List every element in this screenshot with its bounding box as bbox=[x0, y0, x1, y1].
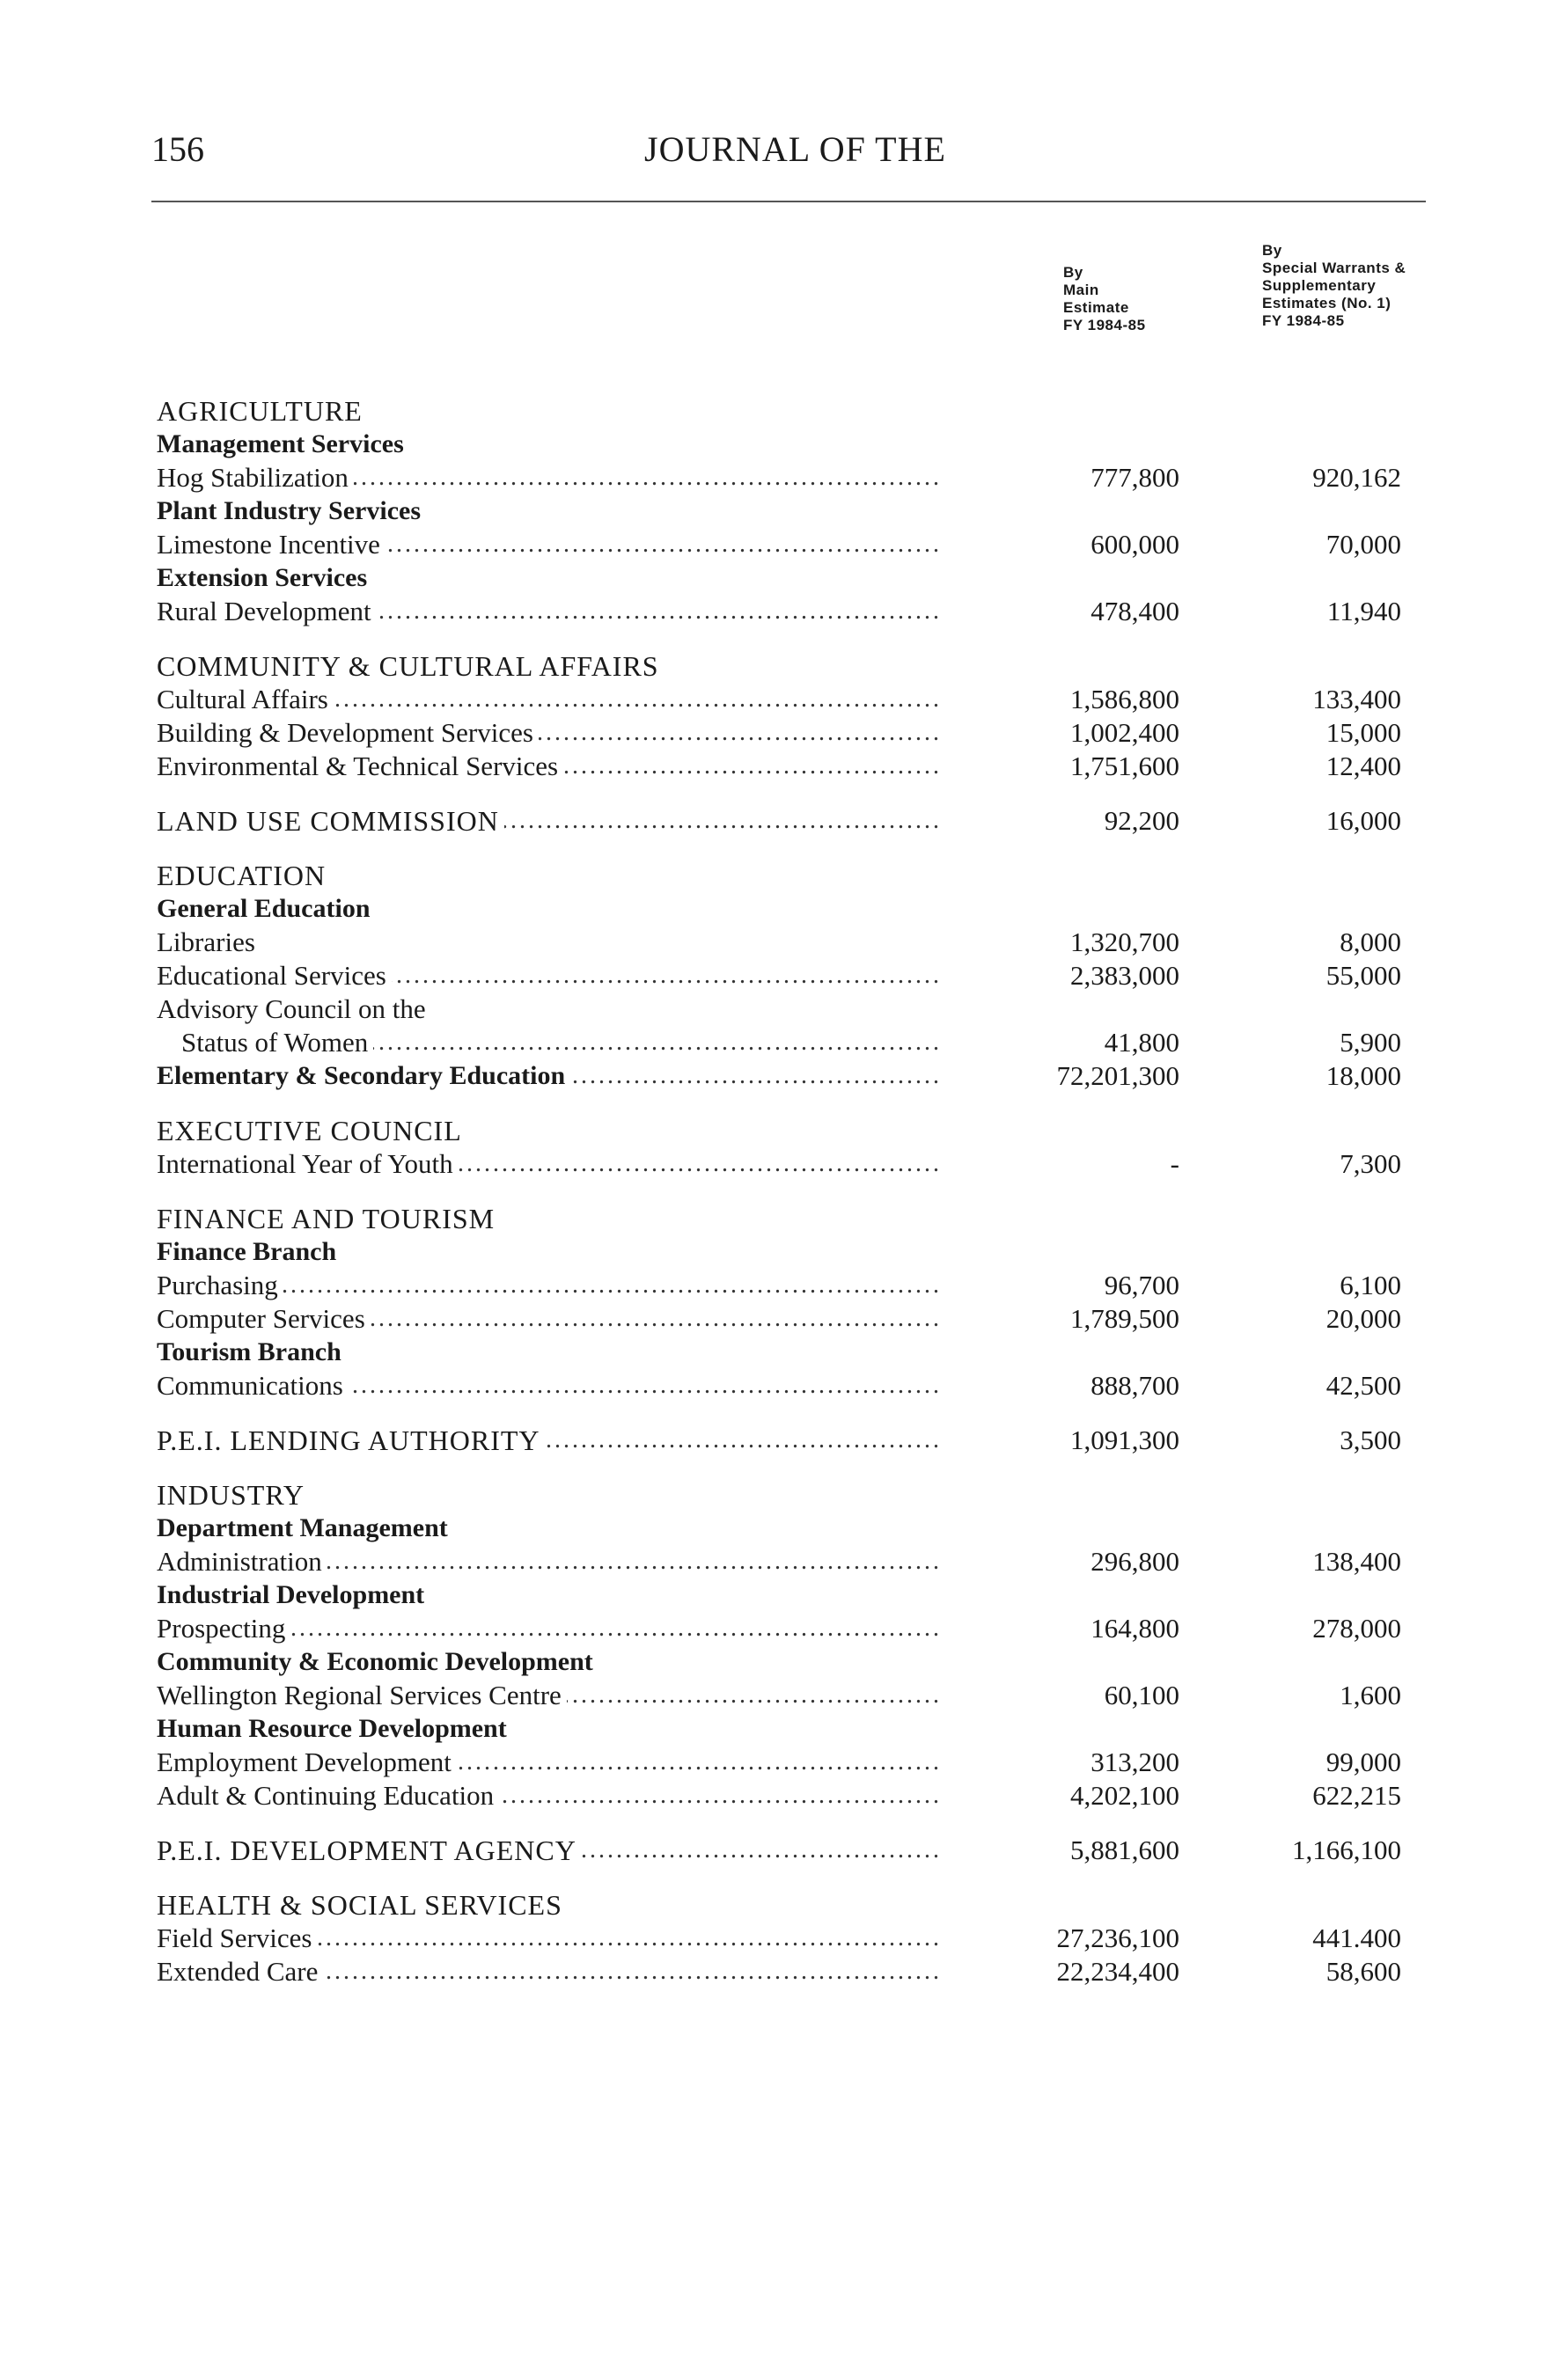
table-row bbox=[0, 859, 1542, 894]
main-estimate-value: 600,000 bbox=[1090, 529, 1179, 560]
line-item-label: Wellington Regional Services Centre bbox=[157, 1680, 562, 1710]
special-warrant-value: 920,162 bbox=[1312, 462, 1401, 493]
main-estimate-value: 72,201,300 bbox=[1056, 1060, 1179, 1091]
column-header-line: Estimates (No. 1) bbox=[1262, 295, 1391, 311]
table-row bbox=[0, 1478, 1542, 1513]
section-heading: FINANCE AND TOURISM bbox=[157, 1203, 496, 1234]
main-estimate-value: 1,002,400 bbox=[1070, 717, 1179, 748]
table-row bbox=[0, 1834, 1542, 1869]
special-warrant-value: 5,900 bbox=[1340, 1027, 1401, 1058]
special-warrant-value: 70,000 bbox=[1325, 529, 1401, 560]
table-row bbox=[0, 804, 1542, 839]
main-estimate-value: 41,800 bbox=[1104, 1027, 1179, 1058]
subsection-heading: Human Resource Development bbox=[157, 1714, 507, 1743]
table-row bbox=[0, 1424, 1542, 1459]
table-row bbox=[0, 892, 1542, 927]
section-heading: LAND USE COMMISSION bbox=[157, 805, 499, 837]
special-warrant-value: 138,400 bbox=[1312, 1546, 1401, 1577]
special-warrant-value: 278,000 bbox=[1312, 1613, 1401, 1644]
table-row bbox=[0, 428, 1542, 463]
table-row bbox=[0, 1779, 1542, 1814]
special-warrant-value: 1,600 bbox=[1340, 1680, 1401, 1710]
table-row bbox=[0, 716, 1542, 751]
table-row bbox=[0, 1888, 1542, 1923]
main-estimate-value: - bbox=[1170, 1148, 1179, 1179]
table-row bbox=[0, 1746, 1542, 1781]
table-row bbox=[0, 959, 1542, 994]
line-item-label: Limestone Incentive bbox=[157, 529, 380, 560]
special-warrant-value: 3,500 bbox=[1340, 1424, 1401, 1455]
special-warrant-value: 622,215 bbox=[1312, 1780, 1401, 1811]
column-header-line: Supplementary bbox=[1262, 277, 1377, 294]
line-item-label: International Year of Youth bbox=[157, 1148, 453, 1179]
table-row bbox=[0, 494, 1542, 530]
section-heading: HEALTH & SOCIAL SERVICES bbox=[157, 1889, 562, 1921]
page-number: 156 bbox=[151, 129, 204, 169]
main-estimate-value: 1,586,800 bbox=[1070, 684, 1179, 714]
table-row bbox=[0, 394, 1542, 429]
main-estimate-value: 777,800 bbox=[1090, 462, 1179, 493]
special-warrant-value: 55,000 bbox=[1325, 960, 1401, 991]
main-estimate-value: 296,800 bbox=[1090, 1546, 1179, 1577]
subsection-heading: General Education bbox=[157, 894, 371, 923]
section-heading: P.E.I. DEVELOPMENT AGENCY bbox=[157, 1834, 576, 1866]
line-item-label: Educational Services bbox=[157, 960, 386, 991]
column-header-line: Estimate bbox=[1063, 299, 1129, 316]
line-item-label: Administration bbox=[157, 1546, 322, 1577]
main-estimate-value: 60,100 bbox=[1104, 1680, 1179, 1710]
table-row bbox=[0, 1545, 1542, 1580]
table-row bbox=[0, 1679, 1542, 1714]
table-row bbox=[0, 1922, 1542, 1957]
table-row bbox=[0, 1612, 1542, 1647]
line-item-label: Extended Care bbox=[157, 1956, 319, 1987]
main-estimate-value: 4,202,100 bbox=[1070, 1780, 1179, 1811]
table-row bbox=[0, 1026, 1542, 1061]
section-heading: EXECUTIVE COUNCIL bbox=[157, 1115, 462, 1146]
main-estimate-value: 164,800 bbox=[1090, 1613, 1179, 1644]
running-head: JOURNAL OF THE bbox=[644, 129, 946, 169]
main-estimate-value: 1,091,300 bbox=[1070, 1424, 1179, 1455]
line-item-label: Employment Development bbox=[157, 1747, 452, 1777]
line-item-label: Advisory Council on the bbox=[157, 993, 426, 1024]
section-heading: COMMUNITY & CULTURAL AFFAIRS bbox=[157, 650, 659, 682]
table-row bbox=[0, 649, 1542, 685]
column-header-line: Main bbox=[1063, 282, 1099, 298]
column-header-line: FY 1984-85 bbox=[1063, 317, 1146, 333]
section-heading: INDUSTRY bbox=[157, 1479, 305, 1511]
special-warrant-value: 441.400 bbox=[1312, 1922, 1401, 1953]
column-header-line: FY 1984-85 bbox=[1262, 312, 1345, 329]
main-estimate-value: 5,881,600 bbox=[1070, 1834, 1179, 1865]
special-warrant-value: 7,300 bbox=[1340, 1148, 1401, 1179]
main-estimate-value: 1,789,500 bbox=[1070, 1303, 1179, 1334]
subsection-heading: Department Management bbox=[157, 1513, 448, 1542]
column-header-line: By bbox=[1262, 242, 1282, 259]
table-row bbox=[0, 1645, 1542, 1681]
subsection-heading: Tourism Branch bbox=[157, 1337, 341, 1366]
special-warrant-value: 1,166,100 bbox=[1292, 1834, 1401, 1865]
special-warrant-value: 99,000 bbox=[1325, 1747, 1401, 1777]
special-warrant-value: 11,940 bbox=[1326, 596, 1401, 626]
subsection-heading: Management Services bbox=[157, 429, 404, 458]
table-row bbox=[0, 1202, 1542, 1237]
subsection-heading: Extension Services bbox=[157, 563, 368, 592]
section-heading: EDUCATION bbox=[157, 860, 327, 891]
line-item-label: Status of Women bbox=[181, 1027, 369, 1058]
table-row bbox=[0, 595, 1542, 630]
main-estimate-value: 22,234,400 bbox=[1056, 1956, 1179, 1987]
line-item-label: Libraries bbox=[157, 926, 255, 957]
table-row bbox=[0, 1955, 1542, 1990]
table-row bbox=[0, 683, 1542, 718]
table-row bbox=[0, 1059, 1542, 1095]
main-estimate-value: 2,383,000 bbox=[1070, 960, 1179, 991]
line-item-label: Building & Development Services bbox=[157, 717, 533, 748]
special-warrant-value: 8,000 bbox=[1340, 926, 1401, 957]
line-item-label: Prospecting bbox=[157, 1613, 286, 1644]
column-header-line: By bbox=[1063, 264, 1083, 281]
table-row bbox=[0, 1369, 1542, 1404]
main-estimate-value: 92,200 bbox=[1104, 805, 1179, 836]
table-row bbox=[0, 1336, 1542, 1371]
main-estimate-value: 96,700 bbox=[1104, 1270, 1179, 1300]
column-header-line: Special Warrants & bbox=[1262, 260, 1406, 276]
section-heading: AGRICULTURE bbox=[157, 395, 363, 427]
special-warrant-value: 12,400 bbox=[1325, 751, 1401, 781]
special-warrant-value: 133,400 bbox=[1312, 684, 1401, 714]
table-row bbox=[0, 1147, 1542, 1183]
line-item-label: Adult & Continuing Education bbox=[157, 1780, 495, 1811]
subsection-heading: Finance Branch bbox=[157, 1237, 337, 1266]
line-item-label: Environmental & Technical Services bbox=[157, 751, 559, 781]
special-warrant-value: 16,000 bbox=[1325, 805, 1401, 836]
table-row bbox=[0, 1114, 1542, 1149]
main-estimate-value: 1,320,700 bbox=[1070, 926, 1179, 957]
special-warrant-value: 6,100 bbox=[1340, 1270, 1401, 1300]
table-row bbox=[0, 1302, 1542, 1337]
line-item-label: Rural Development bbox=[157, 596, 371, 626]
special-warrant-value: 20,000 bbox=[1325, 1303, 1401, 1334]
subsection-heading: Plant Industry Services bbox=[157, 496, 421, 525]
special-warrant-value: 18,000 bbox=[1325, 1060, 1401, 1091]
table-row bbox=[0, 750, 1542, 785]
subsection-heading: Elementary & Secondary Education bbox=[157, 1061, 566, 1090]
subsection-heading: Industrial Development bbox=[157, 1580, 425, 1609]
table-row bbox=[0, 1578, 1542, 1614]
line-item-label: Field Services bbox=[157, 1922, 312, 1953]
line-item-label: Communications bbox=[157, 1370, 343, 1401]
special-warrant-value: 15,000 bbox=[1325, 717, 1401, 748]
subsection-heading: Community & Economic Development bbox=[157, 1647, 593, 1676]
main-estimate-value: 313,200 bbox=[1090, 1747, 1179, 1777]
special-warrant-value: 58,600 bbox=[1325, 1956, 1401, 1987]
main-estimate-value: 27,236,100 bbox=[1056, 1922, 1179, 1953]
table-row bbox=[0, 926, 1542, 961]
line-item-label: Computer Services bbox=[157, 1303, 365, 1334]
table-row bbox=[0, 1269, 1542, 1304]
table-row bbox=[0, 992, 1542, 1028]
table-row bbox=[0, 1512, 1542, 1547]
table-row bbox=[0, 1712, 1542, 1747]
table-row bbox=[0, 1235, 1542, 1271]
table-row bbox=[0, 528, 1542, 563]
table-row bbox=[0, 461, 1542, 496]
main-estimate-value: 888,700 bbox=[1090, 1370, 1179, 1401]
main-estimate-value: 1,751,600 bbox=[1070, 751, 1179, 781]
line-item-label: Cultural Affairs bbox=[157, 684, 328, 714]
main-estimate-value: 478,400 bbox=[1090, 596, 1179, 626]
special-warrant-value: 42,500 bbox=[1325, 1370, 1401, 1401]
section-heading: P.E.I. LENDING AUTHORITY bbox=[157, 1424, 540, 1456]
line-item-label: Purchasing bbox=[157, 1270, 278, 1300]
line-item-label: Hog Stabilization bbox=[157, 462, 349, 493]
table-row bbox=[0, 561, 1542, 597]
